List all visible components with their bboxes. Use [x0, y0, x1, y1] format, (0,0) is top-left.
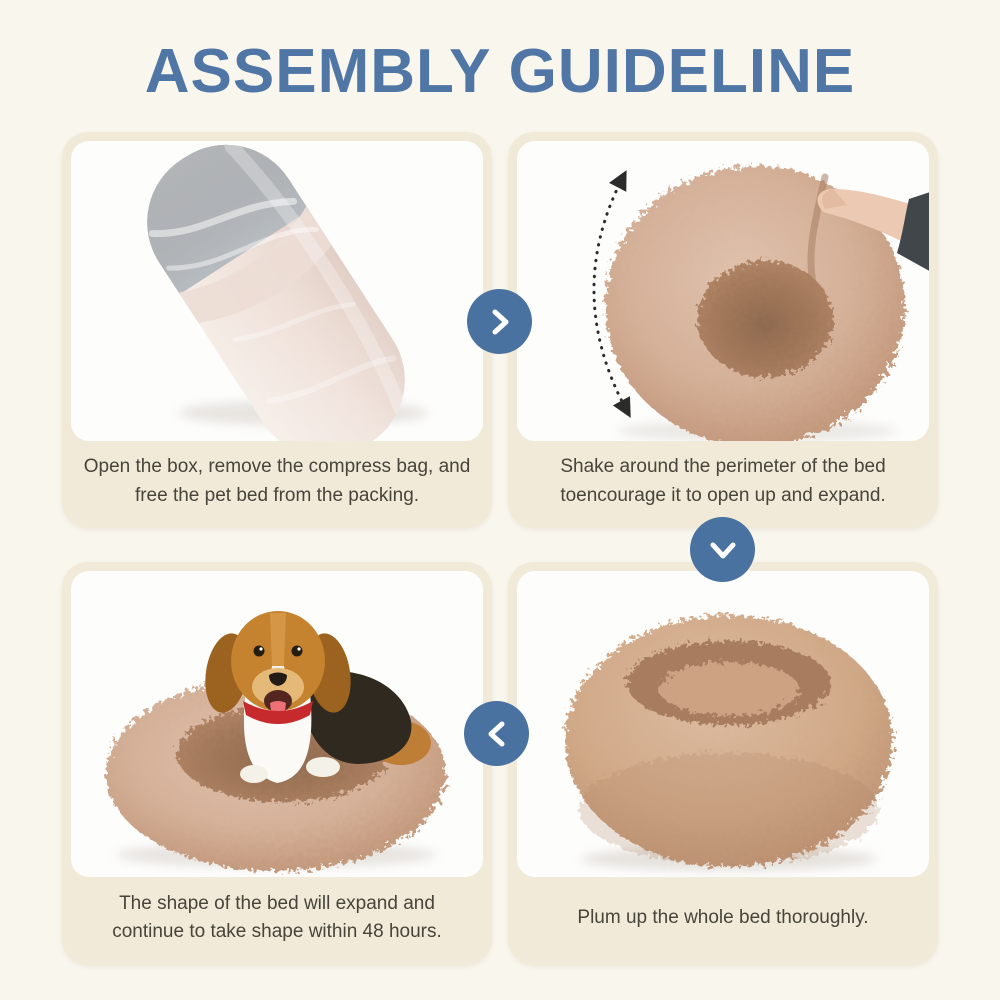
chevron-down-icon — [706, 533, 740, 567]
chevron-right-icon — [483, 305, 517, 339]
step-1-photo-compressed-roll — [71, 141, 483, 441]
step-card-3 — [62, 562, 492, 965]
step-4-caption: Plum up the whole bed thoroughly. — [577, 906, 869, 928]
step-3-caption: The shape of the bed will expand and continue to take shape within 48 hours. — [112, 892, 442, 942]
flow-arrow-left — [464, 701, 529, 766]
chevron-left-icon — [480, 717, 514, 751]
step-2-caption: Shake around the perimeter of the bed toencourage it to open up and expand. — [560, 456, 886, 506]
flow-arrow-down — [690, 517, 755, 582]
compressed-roll-graphic — [107, 141, 440, 441]
step-card-4 — [508, 562, 938, 965]
donut-bed-graphic — [565, 615, 893, 867]
flow-arrow-right — [467, 289, 532, 354]
step-1-caption: Open the box, remove the compress bag, and free the pet bed from the packing. — [83, 456, 471, 506]
step-card-1 — [62, 132, 492, 528]
page-title: ASSEMBLY GUIDELINE — [144, 37, 856, 106]
step-2-photo-shake-bed — [517, 141, 929, 441]
step-card-2 — [508, 132, 938, 528]
step-3-photo-dog-in-bed — [71, 571, 483, 877]
step-4-photo-plumped-bed — [517, 571, 929, 877]
